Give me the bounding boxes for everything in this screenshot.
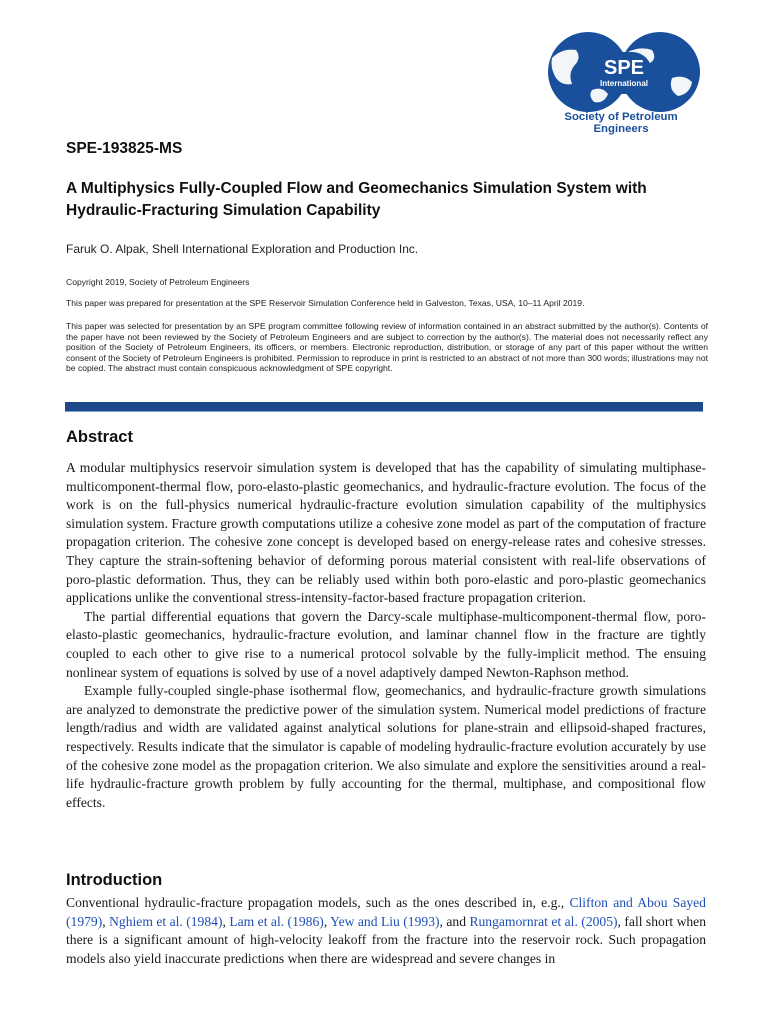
paper-id: SPE-193825-MS — [66, 140, 183, 157]
intro-text: , — [222, 913, 230, 929]
citation-link[interactable]: Yew and Liu (1993) — [330, 913, 440, 929]
abstract-body — [66, 459, 706, 812]
intro-text: , — [323, 913, 331, 929]
logo-spe-text: SPE — [603, 57, 645, 79]
introduction-heading: Introduction — [66, 871, 163, 889]
abstract-heading: Abstract — [66, 428, 133, 446]
paper-title: A Multiphysics Fully-Coupled Flow and Geomechanics Simulation System with Hydraulic-Fracturing Simulation Capability — [66, 180, 647, 219]
intro-text: , — [102, 913, 110, 929]
copyright-notice: Copyright 2019, Society of Petroleum Engineers — [66, 277, 250, 287]
citation-link[interactable]: Lam et al. (1986) — [229, 913, 324, 929]
author-line: Faruk O. Alpak, Shell International Exploration and Production Inc. — [66, 242, 419, 256]
abstract-paragraph-1: A modular multiphysics reservoir simulation system is developed that has the capability of simulating multiphase-multicomponent-thermal flow, poro-elasto-plastic geomechanics, and hydraulic-fracture evolution. The focus of the work is on the full-physics numerical hydraulic-fracture evolution simulation capability of the multiphysics simulation system. Fracture growth computations utilize a cohesive zone model as part of the computation of fracture propagation criterion. The cohesive zone concept is developed based on energy-release rates and cohesive stresses. They capture the strain-softening behavior of deforming porous material consistent with real-life observations of poro-plastic deformation. Thus, they can be reliably used within both poro-elastic and poro-plastic geomechanics applications unlike the conventional stress-intensity-factor-based fracture propagation criterion. — [66, 460, 706, 606]
citation-link[interactable]: Clifton and Abou Sayed (1979) — [66, 895, 706, 929]
spe-logo — [532, 28, 712, 124]
abstract-paragraph-3: Example fully-coupled single-phase isothermal flow, geomechanics, and hydraulic-fracture growth simulations are analyzed to demonstrate the predictive power of the simulation system. Numerical model predictions of fracture length/radius and width are validated against analytical solutions for plane-strain and ellipsoid-shaped fractures, respectively. Results indicate that the simulator is capable of modeling hydraulic-fracture evolution accurately by use of the cohesive zone model as the propagation criterion. We also simulate and explore the sensitivities around a real-life hydraulic-fracture growth problem by fully accounting for the thermal, multiphase, and compositional flow effects. — [66, 683, 706, 810]
presentation-notice: This paper was prepared for presentation at the SPE Reservoir Simulation Conference held in Galveston, Texas, USA, 10–11 April 2019. — [66, 298, 585, 308]
introduction-paragraph-1 — [66, 894, 706, 968]
intro-text: , and — [439, 913, 470, 929]
disclaimer-notice: This paper was selected for presentation by an SPE program committee following review of information contained in an abstract submitted by the author(s). Contents of the paper have not been reviewed by the Society of Petroleum Engineers and are subject to correction by the author(s). The material does not necessarily reflect any position of the Society of Petroleum Engineers, its officers, or members. Electronic reproduction, distribution, or storage of any part of this paper without the written consent of the Society of Petroleum Engineers is prohibited. Permission to reproduce in print is restricted to an abstract of not more than 300 words; illustrations may not be copied. The abstract must contain conspicuous acknowledgment of SPE copyright. — [66, 321, 708, 374]
org-name: Society of Petroleum Engineers — [564, 111, 678, 135]
abstract-paragraph-2: The partial differential equations that govern the Darcy-scale multiphase-multicomponent-thermal flow, poro-elasto-plastic geomechanics, hydraulic-fracture evolution, and laminar channel flow in the fracture are tightly coupled to each other to give rise to a numerical protocol solvable by the fully-implicit method. The ensuing nonlinear system of equations is solved by use of a novel adaptively damped Newton-Raphson method. — [66, 608, 706, 680]
logo-subtext: International — [599, 79, 649, 88]
introduction-body — [66, 894, 706, 968]
section-divider-underline — [65, 411, 703, 412]
intro-text: , fall short when there is a significant amount of high-velocity leakoff from the fracture into the reservoir rock. Such propagation models also yield inaccurate predictions when there are widespread and severe changes in — [66, 913, 707, 966]
intro-text: Conventional hydraulic-fracture propagation models, such as the ones described in, e.g., — [66, 895, 570, 910]
section-divider — [65, 402, 703, 411]
citation-link[interactable]: Nghiem et al. (1984) — [109, 913, 223, 929]
citation-link[interactable]: Rungamornrat et al. (2005) — [469, 913, 618, 929]
